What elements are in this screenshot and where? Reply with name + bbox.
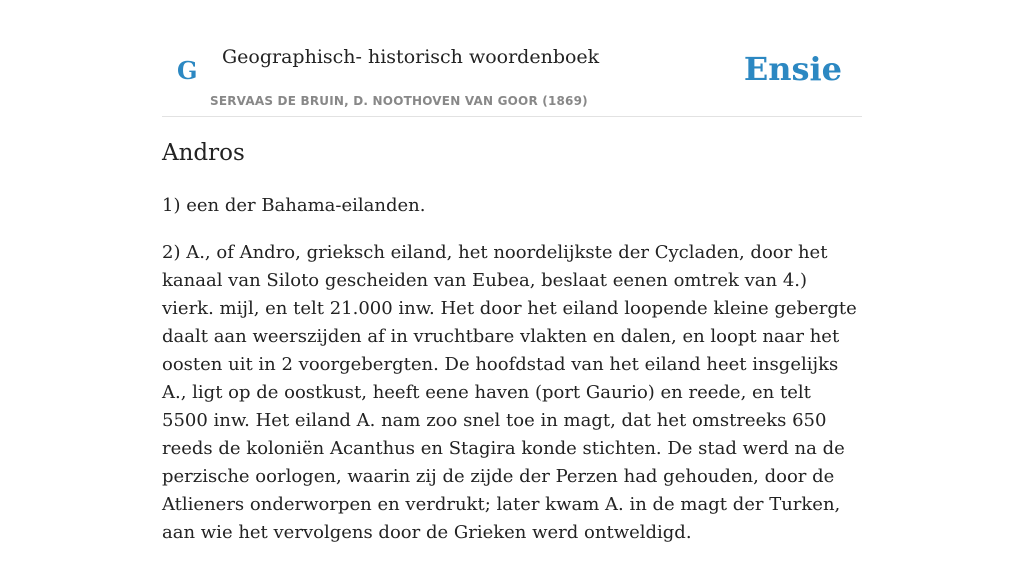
entry-body — [162, 192, 862, 566]
entry-title: Andros — [162, 140, 245, 166]
header — [162, 0, 862, 117]
book-letter-icon[interactable]: G — [177, 56, 198, 85]
entry-paragraph-2: 2) A., of Andro, grieksch eiland, het noordelijkste der Cycladen, door het kanaal van Siloto gescheiden van Eubea, beslaat eenen omtrek van 4.) vierk. mijl, en telt 21.000 inw. Het door het eiland loopende kleine gebergte daalt aan weerszijden af in vruchtbare vlakten en dalen, en loopt naar het oosten uit in 2 voorgebergten. De hoofdstad van het eiland heet insgelijks A., ligt op de oostkust, heeft eene haven (port Gaurio) en reede, en telt 5500 inw. Het eiland A. nam zoo snel toe in magt, dat het omstreeks 650 reeds de koloniën Acanthus en Stagira konde stichten. De stad werd na de perzische oorlogen, waarin zij de zijde der Perzen had gehouden, door de Atlieners onderworpen en verdrukt; later kwam A. in de magt der Turken, aan wie het vervolgens door de Grieken werd ontweldigd. — [162, 242, 857, 543]
book-title-link[interactable]: Geographisch- historisch woordenboek — [222, 46, 600, 68]
ensie-logo-link[interactable]: Ensie — [743, 50, 842, 88]
page — [162, 0, 862, 543]
book-authors: SERVAAS DE BRUIN, D. NOOTHOVEN VAN GOOR (1869) — [210, 94, 588, 108]
entry-paragraph-1: 1) een der Bahama-eilanden. — [162, 195, 426, 216]
